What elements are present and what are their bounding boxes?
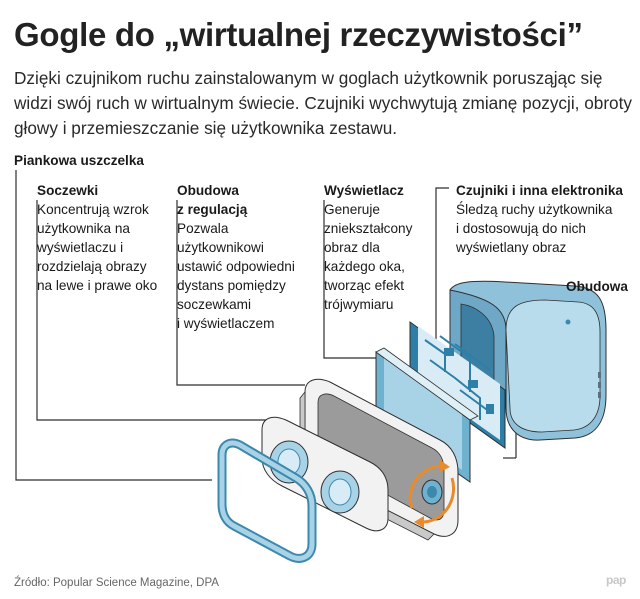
- display-line: trójwymiaru: [324, 297, 394, 312]
- callout-lenses: [37, 181, 157, 295]
- callout-display: [324, 181, 412, 314]
- adjustable-housing-line: dystans pomiędzy: [177, 278, 286, 293]
- display-line: tworząc efekt: [324, 278, 405, 293]
- leader-sensors: [436, 188, 449, 340]
- intro-text: Dzięki czujnikom ruchu zainstalowanym w goglach użytkownik porusząjąc się widzi swój ruch w wirtualnym świecie. Czujniki wychwytują zmianę pozycji, obroty głowy i przemieszczanie się użytkownika zestawu.: [14, 68, 632, 138]
- display-line: każdego oka,: [324, 259, 405, 274]
- adjustable-housing-line: Pozwala: [177, 221, 229, 236]
- sensors-line: Śledzą ruchy użytkownika: [456, 202, 613, 217]
- display-line: obraz dla: [324, 240, 380, 255]
- adjustable-housing-title: z regulacją: [177, 202, 248, 217]
- agency-logo: pap: [606, 573, 626, 587]
- callout-housing: [566, 277, 628, 296]
- lenses-line: Koncentrują wzrok: [37, 202, 149, 217]
- lenses-line: na lewe i prawe oko: [37, 278, 158, 293]
- lenses-line: wyświetlaczu i: [37, 240, 124, 255]
- adjustable-housing-line: ustawić odpowiedni: [177, 259, 295, 274]
- adjustable-housing-line: soczewkami: [177, 297, 252, 312]
- adjustable-housing-title: Obudowa: [177, 183, 239, 198]
- display-title: Wyświetlacz: [324, 183, 404, 198]
- callout-adjustable-housing: [177, 181, 295, 333]
- adjustable-housing-line: i wyświetlaczem: [177, 316, 275, 331]
- seal-title: Piankowa uszczelka: [14, 153, 144, 168]
- source-note: Źródło: Popular Science Magazine, DPA: [14, 577, 219, 589]
- adjustable-housing-line: użytkownikowi: [177, 240, 264, 255]
- lenses-line: użytkownika na: [37, 221, 130, 236]
- housing-title: Obudowa: [566, 279, 628, 294]
- lenses-line: rozdzielają obrazy: [37, 259, 147, 274]
- display-line: zniekształcony: [324, 221, 413, 236]
- callout-seal: [14, 151, 144, 170]
- page-title: Gogle do „wirtualnej rzeczywistości”: [14, 16, 583, 53]
- sensors-line: wyświetlany obraz: [456, 240, 567, 255]
- callout-sensors: [456, 181, 623, 257]
- lenses-title: Soczewki: [37, 183, 99, 198]
- display-line: Generuje: [324, 202, 380, 217]
- sensors-line: i dostosowują do nich: [456, 221, 586, 236]
- sensors-title: Czujniki i inna elektronika: [456, 183, 623, 198]
